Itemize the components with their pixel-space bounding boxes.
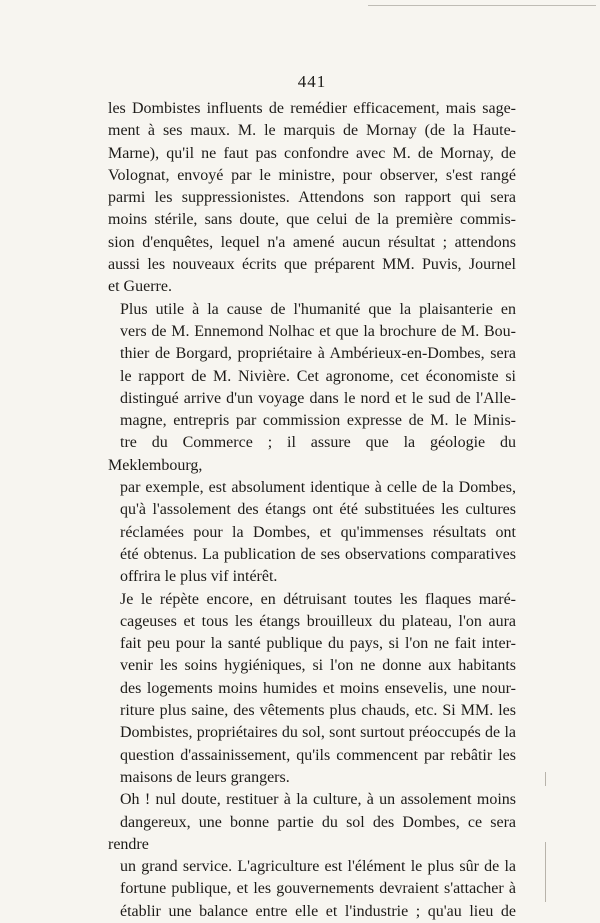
text-line: qu'à l'assolement des étangs ont été substituées les cultures	[120, 501, 516, 519]
text-line: les Dombistes influents de remédier efficacement, mais sage-	[108, 100, 516, 117]
page-number: 441	[297, 72, 327, 91]
body-text	[108, 98, 516, 923]
text-line: tre du Commerce ; il assure que la géologie du Meklembourg,	[108, 434, 516, 474]
text-line: Plus utile à la cause de l'humanité que la plaisanterie en	[120, 300, 516, 318]
text-line: cageuses et tous les étangs brouilleux du plateau, l'on aura	[120, 612, 516, 630]
text-line: thier de Borgard, propriétaire à Ambérieux-en-Dombes, sera	[120, 345, 516, 363]
text-line: fortune publique, et les gouvernements devraient s'attacher à	[120, 880, 516, 898]
text-line: des logements moins humides et moins ensevelis, une nour-	[120, 679, 516, 697]
text-line: réclamées pour la Dombes, et qu'immenses résultats ont	[120, 523, 516, 541]
text-line: magne, entrepris par commission expresse de M. le Minis-	[120, 412, 516, 430]
page-body	[108, 72, 516, 923]
text-line: été obtenus. La publication de ses observations comparatives	[120, 545, 516, 563]
paragraph	[108, 789, 516, 923]
text-line: par exemple, est absolument identique à celle de la Dombes,	[120, 479, 516, 497]
text-line: vers de M. Ennemond Nolhac et que la brochure de M. Bou-	[120, 322, 516, 340]
margin-mark	[545, 772, 546, 786]
text-line: venir les soins hygiéniques, si l'on ne donne aux habitants	[120, 657, 516, 675]
text-line: ment à ses maux. M. le marquis de Mornay (de la Haute-	[108, 122, 516, 140]
text-line: offrira le plus vif intérêt.	[120, 568, 278, 586]
text-line: aussi les nouveaux écrits que préparent MM. Puvis, Journel	[108, 256, 516, 274]
text-line: fait peu pour la santé publique du pays, si l'on ne fait inter-	[120, 635, 516, 653]
text-line: Marne), qu'il ne faut pas confondre avec M. de Mornay, de	[108, 144, 516, 162]
text-line: riture plus saine, des vêtements plus chauds, etc. Si MM. les	[120, 702, 516, 720]
text-line: sion d'enquêtes, lequel n'a amené aucun résultat ; attendons	[108, 233, 516, 251]
top-rule	[368, 5, 596, 6]
margin-mark	[545, 842, 546, 902]
text-line: Dombistes, propriétaires du sol, sont surtout préoccupés de la	[120, 724, 516, 742]
text-line: le rapport de M. Nivière. Cet agronome, cet économiste si	[120, 367, 516, 385]
paragraph	[108, 98, 516, 299]
text-line: moins stérile, sans doute, que celui de la première commis-	[108, 211, 516, 229]
text-line: Je le répète encore, en détruisant toutes les flaques maré-	[120, 590, 516, 608]
text-line: établir une balance entre elle et l'industrie ; qu'au lieu de	[120, 902, 516, 920]
text-line: Oh ! nul doute, restituer à la culture, à un assolement moins	[120, 791, 516, 809]
paragraph	[108, 299, 516, 589]
text-line: maisons de leurs grangers.	[120, 768, 290, 786]
text-line: question d'assainissement, qu'ils commencent par rebâtir les	[120, 746, 516, 764]
text-line: Volognat, envoyé par le ministre, pour observer, s'est rangé	[108, 166, 516, 184]
text-line: et Guerre.	[108, 278, 172, 296]
text-line: distingué arrive d'un voyage dans le nord et le sud de l'Alle-	[120, 389, 516, 407]
text-line: parmi les suppressionistes. Attendons son rapport qui sera	[108, 189, 516, 207]
text-line: dangereux, une bonne partie du sol des Dombes, ce sera rendre	[108, 813, 516, 853]
paragraph	[108, 589, 516, 790]
text-line: un grand service. L'agriculture est l'élément le plus sûr de la	[120, 858, 516, 876]
